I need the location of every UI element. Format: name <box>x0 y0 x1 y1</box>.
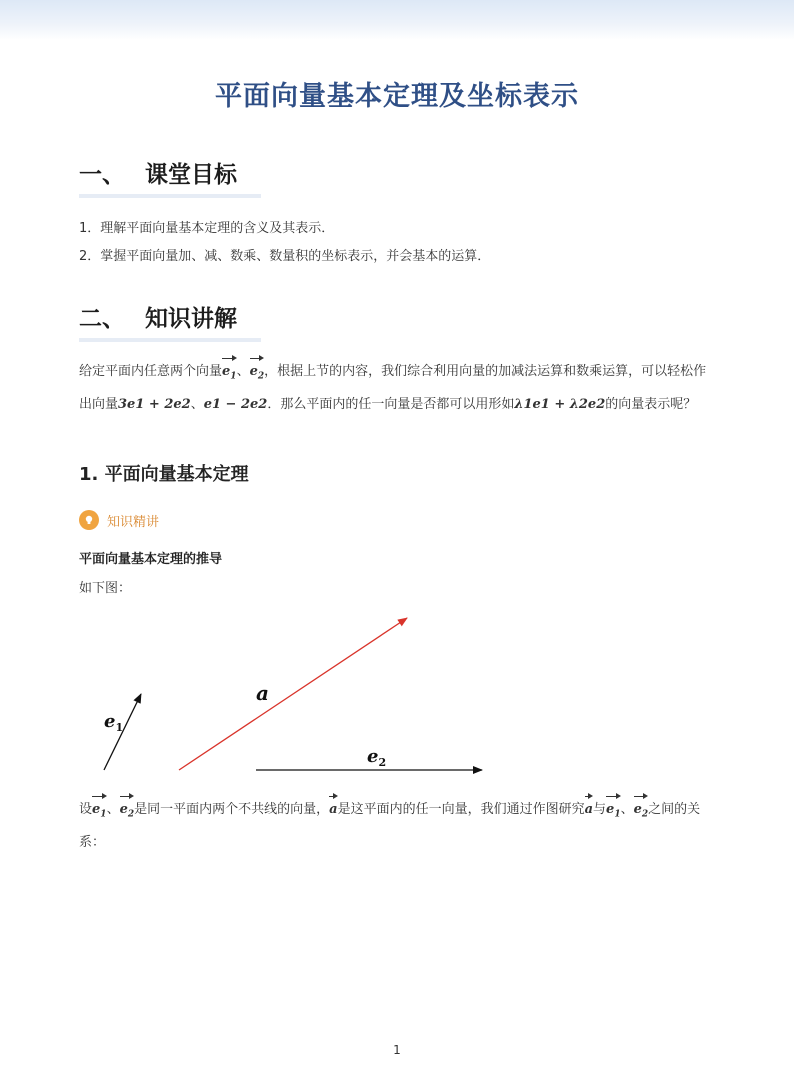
math-expression-3: λ1e1 + λ2e2 <box>514 396 606 412</box>
section-heading-objectives <box>79 156 237 189</box>
text-run: 、 <box>190 396 204 412</box>
lightbulb-icon <box>79 510 99 530</box>
vector-a: a <box>329 793 337 824</box>
vector-e1: $e_1$ <box>92 793 107 829</box>
text-run: 、 <box>620 802 634 817</box>
text-run: 的向量表示呢？ <box>605 396 697 412</box>
vector-e1: $e_1$ <box>606 793 621 829</box>
text-run: 是这平面内的任一向量，我们通过作图研究 <box>337 802 585 817</box>
vector-a: a <box>585 793 593 824</box>
tip-label: 知识精讲 <box>107 514 160 530</box>
document-title: 平面向量基本定理及坐标表示 <box>215 81 579 112</box>
text-run: 设 <box>79 802 93 817</box>
vector-e2: $e_2$ <box>634 793 649 829</box>
knowledge-tip <box>79 510 159 530</box>
section-underline <box>79 338 261 342</box>
math-expression-2: e1 − 2e2 <box>203 396 268 412</box>
vector-e2: $e_2$ <box>250 355 265 391</box>
label-e1: $e_1$ <box>104 711 124 734</box>
vector-figure <box>79 600 519 790</box>
vector-e2: $e_2$ <box>120 793 135 829</box>
text-run: ，根据上节的内容，我们综合利用向量的加减法运算和数乘运算，可以轻松作出向量 <box>79 364 707 412</box>
section-heading-knowledge <box>79 300 237 333</box>
label-a: a <box>256 681 269 705</box>
section-number: 二、 <box>79 306 125 332</box>
header-band <box>0 0 794 40</box>
text-run: 之间的关系： <box>79 802 701 850</box>
page-number: 1 <box>393 1043 401 1057</box>
math-expression-1: 3e1 + 2e2 <box>118 396 191 412</box>
relation-paragraph <box>79 793 719 857</box>
figure-intro: 如下图： <box>79 581 132 596</box>
vector-e1: $e_1$ <box>222 355 237 391</box>
text-run: ．那么平面内的任一向量是否都可以用形如 <box>267 396 515 412</box>
text-run: 、 <box>106 802 120 817</box>
section-underline <box>79 194 261 198</box>
objective-item-1: 1．理解平面向量基本定理的含义及其表示． <box>79 221 335 236</box>
subsection-title: 1. 平面向量基本定理 <box>79 464 249 485</box>
section-title: 课堂目标 <box>145 162 237 188</box>
text-run: 给定平面内任意两个向量 <box>79 364 223 379</box>
section-number: 一、 <box>79 162 125 188</box>
section-title: 知识讲解 <box>145 306 237 332</box>
objective-item-2: 2．掌握平面向量加、减、数乘、数量积的坐标表示，并会基本的运算． <box>79 249 491 264</box>
text-run: 、 <box>236 364 250 379</box>
text-run: 是同一平面内两个不共线的向量， <box>134 802 330 817</box>
label-e2: $e_2$ <box>367 746 387 769</box>
intro-paragraph <box>79 355 719 419</box>
derivation-heading: 平面向量基本定理的推导 <box>79 552 223 567</box>
text-run: 与 <box>593 802 607 817</box>
